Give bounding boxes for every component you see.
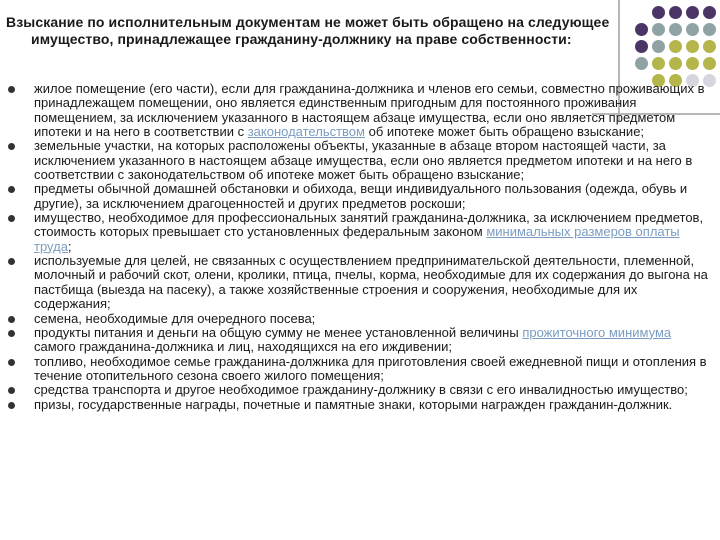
decor-dot: [669, 23, 682, 36]
bullet-icon: [8, 86, 15, 93]
decor-dot: [669, 6, 682, 19]
decor-dot: [703, 23, 716, 36]
list-item-text: продукты питания и деньги на общую сумму не менее установленной величины: [34, 324, 523, 340]
list-item-text: средства транспорта и другое необходимое гражданину-должнику в связи с его инвалидностью имущество;: [34, 382, 688, 398]
bullet-icon: [8, 402, 15, 409]
list-item-text: жилое помещение (его части), если для гражданина-должника и членов его семьи, совместно проживающих в принадлежащем помещении, оно является единственным пригодным для постоянного проживания помещением, за исключением указанного в настоящем абзаце имущества, если оно является предметом ипотеки и на него в соответствии с: [34, 81, 705, 140]
list-item: [0, 326, 710, 355]
decor-dot: [703, 6, 716, 19]
list-item: [0, 139, 710, 182]
decor-dot: [686, 57, 699, 70]
bullet-icon: [8, 143, 15, 150]
list-item: [0, 355, 710, 384]
bullet-icon: [8, 258, 15, 265]
list-item-text: предметы обычной домашней обстановки и обихода, вещи индивидуального пользования (одежда, обувь и другие), за исключением драгоценностей и других предметов роскоши;: [34, 181, 688, 211]
list-item: [0, 312, 710, 326]
list-item-text: топливо, необходимое семье гражданина-должника для приготовления своей ежедневной пищи и отопления в течение отопительного сезона своего жилого помещения;: [34, 353, 707, 383]
list-item: [0, 398, 710, 412]
list-item-text: ;: [67, 238, 72, 254]
decor-dot: [635, 57, 648, 70]
bullet-icon: [8, 330, 15, 337]
decor-dot: [652, 57, 665, 70]
inline-link[interactable]: законодательством: [247, 124, 365, 140]
decor-dot: [703, 40, 716, 53]
inline-link[interactable]: минимальных размеров оплаты труда: [34, 224, 680, 254]
decor-dot: [669, 40, 682, 53]
list-item-text: самого гражданина-должника и лиц, находящихся на его иждивении;: [34, 339, 452, 355]
bullet-icon: [8, 215, 15, 222]
decor-dot: [703, 57, 716, 70]
inline-link[interactable]: прожиточного минимума: [522, 324, 672, 340]
bullet-icon: [8, 186, 15, 193]
exempt-property-list: [0, 82, 710, 412]
list-item: [0, 82, 710, 139]
list-item-text: используемые для целей, не связанных с осуществлением предпринимательской деятельности, племенной, молочный и рабочий скот, олени, кролики, птица, пчелы, корма, необходимые для их содержания до выгона на пастбища (выезда на пасеку), а также хозяйственные строения и сооружения, необходимые для их содержания;: [34, 253, 708, 312]
decor-dot: [686, 23, 699, 36]
list-item: [0, 182, 710, 211]
bullet-icon: [8, 316, 15, 323]
decor-dot: [652, 40, 665, 53]
list-item-text: призы, государственные награды, почетные и памятные знаки, которыми награжден гражданин-должник.: [34, 396, 673, 412]
decor-dot: [686, 6, 699, 19]
page-title: [6, 14, 626, 48]
decor-dot: [669, 57, 682, 70]
decor-dot: [635, 23, 648, 36]
decor-dot: [652, 6, 665, 19]
list-item-text: земельные участки, на которых расположены объекты, указанные в абзаце втором настоящей части, за исключением указанного в настоящем абзаце имущества, если оно является предметом ипотеки и на него в соответствии с законодательством об ипотеке может быть обращено взыскание;: [34, 138, 693, 183]
list-item-text: об ипотеке может быть обращено взыскание;: [364, 124, 645, 140]
bullet-icon: [8, 359, 15, 366]
bullet-icon: [8, 387, 15, 394]
list-item: [0, 383, 710, 397]
decorative-dot-grid: [618, 6, 716, 91]
decor-dot: [652, 23, 665, 36]
list-item-text: семена, необходимые для очередного посева;: [34, 310, 316, 326]
list-item: [0, 211, 710, 254]
list-item-text: имущество, необходимое для профессиональных занятий гражданина-должника, за исключением предметов, стоимость которых превышает сто установленных федеральным законом: [34, 210, 704, 240]
title-line-1: Взыскание по исполнительным документам не может быть обращено на следующее: [6, 14, 610, 30]
decor-dot: [686, 40, 699, 53]
decor-dot: [635, 40, 648, 53]
title-line-2: имущество, принадлежащее гражданину-должнику на праве собственности:: [31, 31, 572, 47]
list-item: [0, 254, 710, 311]
